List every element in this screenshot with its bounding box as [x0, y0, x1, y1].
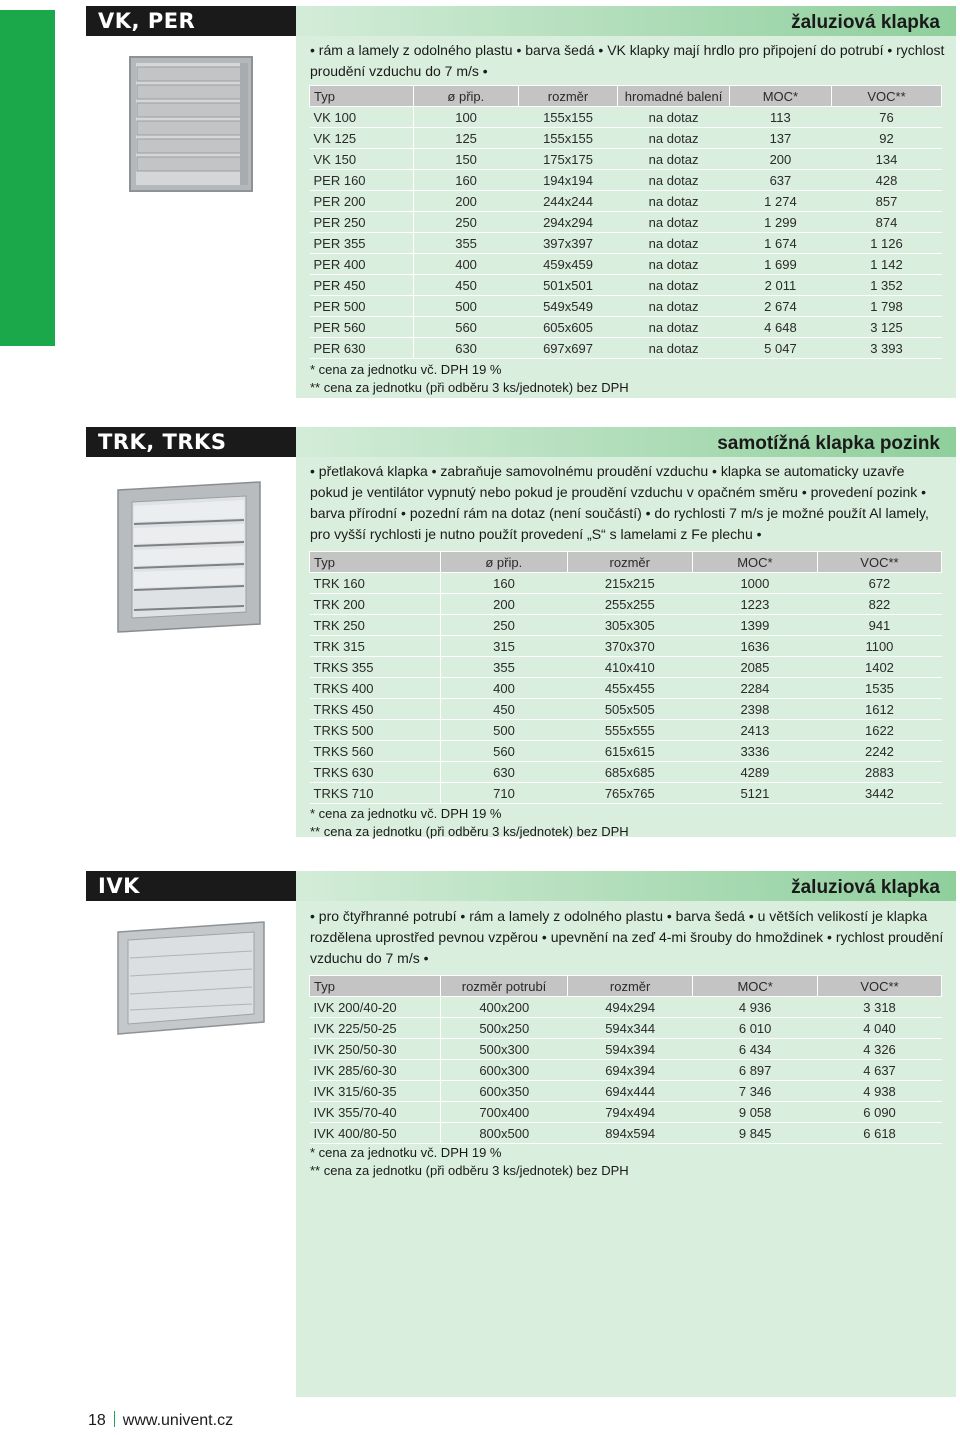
- table-cell: 250: [440, 615, 567, 636]
- column-header: VOC**: [817, 552, 941, 573]
- table-row: [310, 191, 942, 212]
- table-cell: 630: [413, 338, 518, 359]
- table-cell: 155x155: [518, 107, 618, 128]
- table-cell: 1 142: [831, 254, 941, 275]
- table-cell: 494x294: [568, 997, 693, 1018]
- section-name: VK, PER: [86, 6, 296, 36]
- table-cell: 685x685: [567, 762, 692, 783]
- table-cell: 4 936: [693, 997, 818, 1018]
- table-row: [310, 699, 942, 720]
- table-cell: 5 047: [729, 338, 831, 359]
- table-row: [310, 254, 942, 275]
- table-cell: 428: [831, 170, 941, 191]
- table-row: [310, 657, 942, 678]
- table-cell: 710: [440, 783, 567, 804]
- table-cell: 500: [413, 296, 518, 317]
- table-row: [310, 594, 942, 615]
- table-row: [310, 128, 942, 149]
- table-row: [310, 107, 942, 128]
- column-header: ø přip.: [440, 552, 567, 573]
- column-header: hromadné balení: [618, 86, 730, 107]
- table-cell: 1622: [817, 720, 941, 741]
- table-cell: 615x615: [567, 741, 692, 762]
- table-cell: 500x300: [440, 1039, 567, 1060]
- table-cell: IVK 250/50-30: [310, 1039, 441, 1060]
- page-footer: [88, 1411, 233, 1430]
- table-header-row: [310, 86, 942, 107]
- table-cell: 5121: [692, 783, 817, 804]
- table-cell: 410x410: [567, 657, 692, 678]
- table-cell: 594x394: [568, 1039, 693, 1060]
- table-cell: 857: [831, 191, 941, 212]
- table-cell: 637: [729, 170, 831, 191]
- table-cell: VK 150: [310, 149, 414, 170]
- table-cell: 255x255: [567, 594, 692, 615]
- table-row: [310, 615, 942, 636]
- note-vat-incl: * cena za jednotku vč. DPH 19 %: [310, 806, 502, 821]
- section-title: žaluziová klapka: [296, 6, 956, 36]
- table-cell: 700x400: [440, 1102, 567, 1123]
- table-cell: 4 040: [818, 1018, 942, 1039]
- table-cell: 137: [729, 128, 831, 149]
- note-vat-excl: ** cena za jednotku (při odběru 3 ks/jednotek) bez DPH: [310, 824, 629, 839]
- table-cell: IVK 355/70-40: [310, 1102, 441, 1123]
- table-cell: TRKS 400: [310, 678, 441, 699]
- table-row: [310, 636, 942, 657]
- table-row: [310, 678, 942, 699]
- table-cell: 450: [440, 699, 567, 720]
- table-cell: na dotaz: [618, 128, 730, 149]
- table-row: [310, 212, 942, 233]
- table-cell: TRK 200: [310, 594, 441, 615]
- table-cell: 874: [831, 212, 941, 233]
- price-notes: [310, 805, 629, 841]
- table-cell: PER 560: [310, 317, 414, 338]
- table-cell: 2 011: [729, 275, 831, 296]
- table-cell: 160: [413, 170, 518, 191]
- table-row: [310, 997, 942, 1018]
- column-header: MOC*: [692, 552, 817, 573]
- table-cell: 505x505: [567, 699, 692, 720]
- table-cell: 500x250: [440, 1018, 567, 1039]
- page-number: 18: [88, 1412, 106, 1429]
- column-header: Typ: [310, 552, 441, 573]
- table-cell: 560: [440, 741, 567, 762]
- table-cell: 370x370: [567, 636, 692, 657]
- table-cell: na dotaz: [618, 191, 730, 212]
- table-header-row: [310, 976, 942, 997]
- section-header-vk-per: [86, 6, 956, 36]
- table-cell: 294x294: [518, 212, 618, 233]
- footer-separator: [114, 1411, 115, 1427]
- table-cell: 800x500: [440, 1123, 567, 1144]
- table-cell: 1 299: [729, 212, 831, 233]
- table-cell: 894x594: [568, 1123, 693, 1144]
- table-cell: PER 500: [310, 296, 414, 317]
- table-cell: 560: [413, 317, 518, 338]
- table-row: [310, 233, 942, 254]
- table-cell: 7 346: [693, 1081, 818, 1102]
- table-cell: 1535: [817, 678, 941, 699]
- note-vat-excl: ** cena za jednotku (při odběru 3 ks/jednotek) bez DPH: [310, 1163, 629, 1178]
- table-cell: 200: [413, 191, 518, 212]
- table-cell: TRK 160: [310, 573, 441, 594]
- table-cell: PER 160: [310, 170, 414, 191]
- table-cell: 6 618: [818, 1123, 942, 1144]
- section-description: • pro čtyřhranné potrubí • rám a lamely z odolného plastu • barva šedá • u větších velikostí je klapka rozdělena uprostřed pevnou vzpěrou • upevnění na zeď 4-mi šrouby do hmoždinek • rychlost proudění vzduchu do 7 m/s •: [310, 908, 944, 966]
- table-cell: 1100: [817, 636, 941, 657]
- table-row: [310, 741, 942, 762]
- column-header: VOC**: [818, 976, 942, 997]
- table-cell: PER 450: [310, 275, 414, 296]
- table-cell: 594x344: [568, 1018, 693, 1039]
- section-name: TRK, TRKS: [86, 427, 296, 457]
- table-cell: 400x200: [440, 997, 567, 1018]
- table-cell: 794x494: [568, 1102, 693, 1123]
- table-cell: 250: [413, 212, 518, 233]
- table-cell: na dotaz: [618, 275, 730, 296]
- table-cell: PER 250: [310, 212, 414, 233]
- table-cell: 134: [831, 149, 941, 170]
- table-cell: 6 010: [693, 1018, 818, 1039]
- table-body: [310, 997, 942, 1144]
- table-cell: TRK 315: [310, 636, 441, 657]
- table-cell: PER 630: [310, 338, 414, 359]
- table-cell: 1 674: [729, 233, 831, 254]
- table-cell: 1612: [817, 699, 941, 720]
- table-cell: 100: [413, 107, 518, 128]
- table-cell: 1 352: [831, 275, 941, 296]
- table-cell: TRKS 630: [310, 762, 441, 783]
- column-header: MOC*: [729, 86, 831, 107]
- table-header-row: [310, 552, 942, 573]
- table-row: [310, 1018, 942, 1039]
- table-cell: 765x765: [567, 783, 692, 804]
- table-row: [310, 1123, 942, 1144]
- table-cell: 694x444: [568, 1081, 693, 1102]
- table-cell: 600x350: [440, 1081, 567, 1102]
- table-cell: 600x300: [440, 1060, 567, 1081]
- column-header: MOC*: [693, 976, 818, 997]
- table-cell: TRK 250: [310, 615, 441, 636]
- section-description: • přetlaková klapka • zabraňuje samovolnému proudění vzduchu • klapka se automaticky uzavře pokud je ventilátor vypnutý nebo pokud je proudění vzduchu v opačném směru • provedení pozink • barva přírodní • pozední rám na dotaz (není součástí) • do rychlosti 7 m/s je možné použít Al lamely, pro vyšší rychlosti je nutno použít provedení „S“ s lamelami z Fe plechu •: [310, 463, 929, 542]
- table-cell: 500: [440, 720, 567, 741]
- table-cell: na dotaz: [618, 149, 730, 170]
- table-cell: na dotaz: [618, 296, 730, 317]
- table-row: [310, 296, 942, 317]
- price-notes: [310, 1144, 629, 1180]
- column-header: rozměr: [568, 976, 693, 997]
- table-cell: 2242: [817, 741, 941, 762]
- table-row: [310, 317, 942, 338]
- table-cell: 941: [817, 615, 941, 636]
- table-cell: 822: [817, 594, 941, 615]
- table-cell: 555x555: [567, 720, 692, 741]
- table-cell: 4 648: [729, 317, 831, 338]
- price-notes: [310, 361, 629, 397]
- spec-table-trk: [309, 551, 942, 804]
- table-cell: IVK 200/40-20: [310, 997, 441, 1018]
- column-header: ø přip.: [413, 86, 518, 107]
- table-cell: 4 326: [818, 1039, 942, 1060]
- table-row: [310, 338, 942, 359]
- table-cell: 194x194: [518, 170, 618, 191]
- table-cell: VK 125: [310, 128, 414, 149]
- table-cell: 1399: [692, 615, 817, 636]
- table-cell: 450: [413, 275, 518, 296]
- table-cell: 4 637: [818, 1060, 942, 1081]
- footer-url[interactable]: www.univent.cz: [122, 1412, 234, 1429]
- table-cell: na dotaz: [618, 107, 730, 128]
- table-cell: 150: [413, 149, 518, 170]
- table-cell: PER 200: [310, 191, 414, 212]
- table-cell: 305x305: [567, 615, 692, 636]
- table-cell: 672: [817, 573, 941, 594]
- spec-table-vk-per: [309, 85, 942, 359]
- table-cell: 9 058: [693, 1102, 818, 1123]
- green-side-tab: [0, 10, 55, 346]
- table-cell: 400: [413, 254, 518, 275]
- table-row: [310, 275, 942, 296]
- table-cell: 3442: [817, 783, 941, 804]
- table-cell: TRKS 560: [310, 741, 441, 762]
- table-cell: TRKS 710: [310, 783, 441, 804]
- table-cell: 501x501: [518, 275, 618, 296]
- table-cell: 459x459: [518, 254, 618, 275]
- table-cell: 2883: [817, 762, 941, 783]
- table-cell: TRKS 450: [310, 699, 441, 720]
- section-header-ivk: [86, 871, 956, 901]
- table-cell: 3 125: [831, 317, 941, 338]
- table-cell: 1 798: [831, 296, 941, 317]
- section-name: IVK: [86, 871, 296, 901]
- table-cell: 605x605: [518, 317, 618, 338]
- table-cell: 1000: [692, 573, 817, 594]
- table-cell: na dotaz: [618, 254, 730, 275]
- table-row: [310, 573, 942, 594]
- table-row: [310, 762, 942, 783]
- table-cell: 160: [440, 573, 567, 594]
- note-vat-excl: ** cena za jednotku (při odběru 3 ks/jednotek) bez DPH: [310, 380, 629, 395]
- table-row: [310, 1060, 942, 1081]
- column-header: VOC**: [831, 86, 941, 107]
- vk-per-louver-image: [128, 55, 256, 200]
- table-cell: 200: [440, 594, 567, 615]
- table-cell: 697x697: [518, 338, 618, 359]
- table-cell: 3336: [692, 741, 817, 762]
- table-cell: 1402: [817, 657, 941, 678]
- table-row: [310, 1081, 942, 1102]
- table-cell: 4 938: [818, 1081, 942, 1102]
- note-vat-incl: * cena za jednotku vč. DPH 19 %: [310, 362, 502, 377]
- column-header: Typ: [310, 86, 414, 107]
- table-cell: 2284: [692, 678, 817, 699]
- table-cell: IVK 225/50-25: [310, 1018, 441, 1039]
- column-header: rozměr potrubí: [440, 976, 567, 997]
- table-cell: na dotaz: [618, 338, 730, 359]
- table-cell: 125: [413, 128, 518, 149]
- table-cell: 92: [831, 128, 941, 149]
- table-cell: 3 318: [818, 997, 942, 1018]
- table-cell: IVK 285/60-30: [310, 1060, 441, 1081]
- table-row: [310, 783, 942, 804]
- section-title: žaluziová klapka: [296, 871, 956, 901]
- table-cell: 6 897: [693, 1060, 818, 1081]
- table-body: [310, 107, 942, 359]
- table-cell: 397x397: [518, 233, 618, 254]
- table-cell: 3 393: [831, 338, 941, 359]
- table-cell: na dotaz: [618, 170, 730, 191]
- table-cell: VK 100: [310, 107, 414, 128]
- table-cell: PER 400: [310, 254, 414, 275]
- table-cell: 113: [729, 107, 831, 128]
- table-cell: 2 674: [729, 296, 831, 317]
- table-cell: 1 126: [831, 233, 941, 254]
- table-cell: 400: [440, 678, 567, 699]
- table-cell: na dotaz: [618, 233, 730, 254]
- table-row: [310, 1039, 942, 1060]
- section-header-trk: [86, 427, 956, 457]
- table-cell: 76: [831, 107, 941, 128]
- table-cell: 455x455: [567, 678, 692, 699]
- table-cell: 1636: [692, 636, 817, 657]
- table-cell: 1 699: [729, 254, 831, 275]
- table-cell: 6 090: [818, 1102, 942, 1123]
- table-row: [310, 720, 942, 741]
- table-cell: 1223: [692, 594, 817, 615]
- table-cell: 630: [440, 762, 567, 783]
- table-cell: 155x155: [518, 128, 618, 149]
- table-cell: 355: [440, 657, 567, 678]
- table-cell: 2085: [692, 657, 817, 678]
- table-cell: 9 845: [693, 1123, 818, 1144]
- table-cell: 6 434: [693, 1039, 818, 1060]
- table-cell: 2398: [692, 699, 817, 720]
- section-description: • rám a lamely z odolného plastu • barva šedá • VK klapky mají hrdlo pro připojení do potrubí • rychlost proudění vzduchu do 7 m/s •: [310, 42, 945, 79]
- ivk-damper-image: [114, 918, 268, 1043]
- table-cell: PER 355: [310, 233, 414, 254]
- table-cell: IVK 400/80-50: [310, 1123, 441, 1144]
- table-body: [310, 573, 942, 804]
- table-cell: 244x244: [518, 191, 618, 212]
- table-cell: 215x215: [567, 573, 692, 594]
- table-cell: IVK 315/60-35: [310, 1081, 441, 1102]
- table-cell: TRKS 500: [310, 720, 441, 741]
- table-row: [310, 149, 942, 170]
- table-cell: 1 274: [729, 191, 831, 212]
- note-vat-incl: * cena za jednotku vč. DPH 19 %: [310, 1145, 502, 1160]
- table-cell: 2413: [692, 720, 817, 741]
- section-title: samotížná klapka pozink: [296, 427, 956, 457]
- table-cell: 200: [729, 149, 831, 170]
- table-cell: 694x394: [568, 1060, 693, 1081]
- table-row: [310, 170, 942, 191]
- spec-table-ivk: [309, 975, 942, 1144]
- table-cell: 355: [413, 233, 518, 254]
- table-cell: 549x549: [518, 296, 618, 317]
- table-row: [310, 1102, 942, 1123]
- table-cell: 175x175: [518, 149, 618, 170]
- table-cell: na dotaz: [618, 212, 730, 233]
- trk-damper-image: [114, 478, 264, 641]
- table-cell: TRKS 355: [310, 657, 441, 678]
- table-cell: na dotaz: [618, 317, 730, 338]
- column-header: rozměr: [518, 86, 618, 107]
- table-cell: 315: [440, 636, 567, 657]
- column-header: rozměr: [567, 552, 692, 573]
- column-header: Typ: [310, 976, 441, 997]
- table-cell: 4289: [692, 762, 817, 783]
